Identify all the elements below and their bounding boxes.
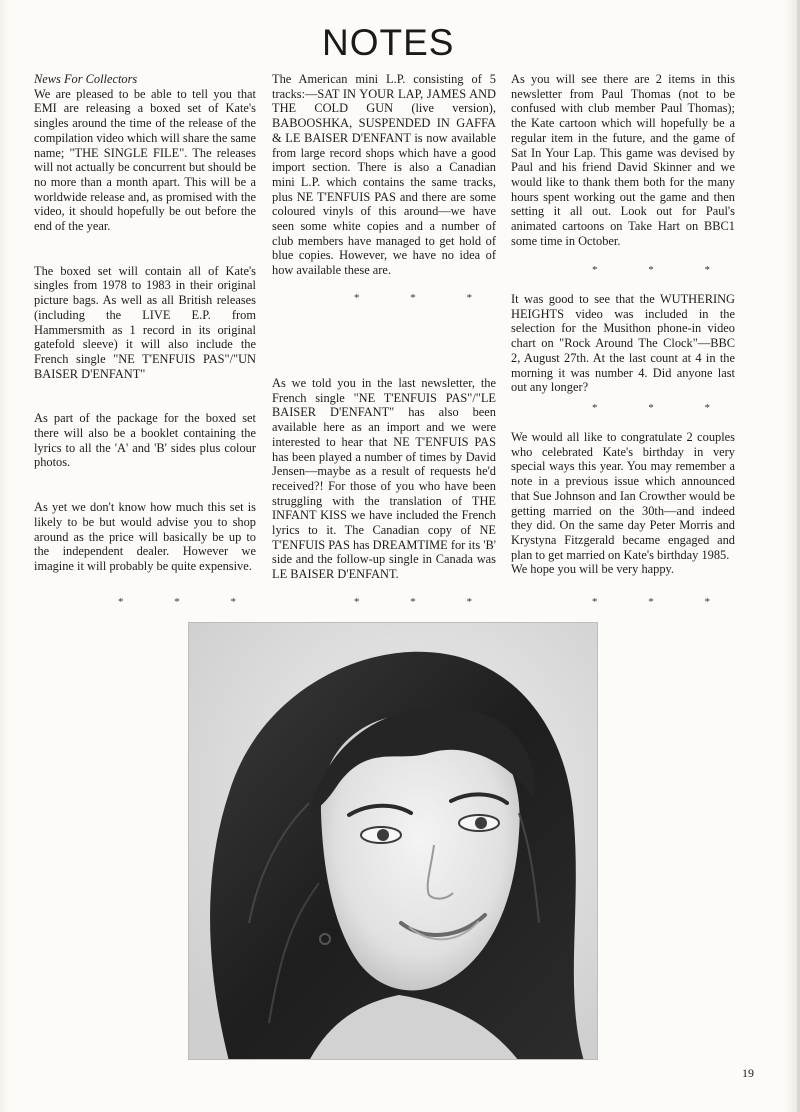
column-2 [272, 72, 496, 278]
portrait-photo [188, 622, 598, 1060]
paragraph-boxed-set-contents: The boxed set will contain all of Kate's singles from 1978 to 1983 in their original picture bags. As well as all British releases (including the LIVE E.P. from Hammersmith as 1 record in its original gatefold sleeve) it will also include the French single "NE T'ENFUIS PAS"/"UN BAISER D'ENFANT" [34, 263, 256, 381]
section-divider-stars: * * * [592, 596, 734, 608]
paragraph-booklet: As part of the package for the boxed set there will also be a booklet containing the lyrics to all the 'A' and 'B' sides plus colour photos. [34, 411, 256, 470]
paragraph-wuthering-heights-video: It was good to see that the WUTHERING HEIGHTS video was included in the selection for the Musithon phone-in video chart on "Rock Around The Clock"—BBC 2, August 27th. At the last count at 4 in the morning it was number 4. Did anyone last out any longer? [511, 292, 735, 395]
column-3-middle [511, 292, 735, 395]
column-3 [511, 72, 735, 248]
portrait-illustration [189, 623, 598, 1060]
page-number: 19 [742, 1066, 754, 1080]
section-divider-stars: * * * [354, 292, 496, 304]
column-1 [34, 72, 256, 574]
section-heading: News For Collectors [34, 72, 138, 86]
section-divider-stars: * * * [118, 596, 260, 608]
section-divider-stars: * * * [592, 264, 734, 276]
section-divider-stars: * * * [354, 596, 496, 608]
right-iris [475, 817, 487, 829]
paragraph-french-single: As we told you in the last newsletter, the French single "NE T'ENFUIS PAS"/"LE BAISER D'ENFANT" has also been available here as an import and we were interested to hear that NE T'ENFUIS PAS has been played a number of times by David Jensen—maybe as a result of requests he'd received?! For those of you who have been struggling with the translation of THE INFANT KISS we have included the French lyrics to it. The Canadian copy of NE T'ENFUIS PAS has DREAMTIME for its 'B' side and the follow-up single in Canada was LE BAISER D'ENFANT. [272, 376, 496, 582]
column-2-lower [272, 376, 496, 582]
paragraph-boxed-set-announcement: We are pleased to be able to tell you that EMI are releasing a boxed set of Kate's singles around the time of the release of the compilation video which will share the same name; "THE SINGLE FILE". The releases will not actually be concurrent but should be no more than a month apart. This will be a worldwide release and, as promised with the video, it should hopefully be out before the end of the year. [34, 86, 256, 234]
paragraph-best-wishes: We hope you will be very happy. [511, 562, 675, 577]
paragraph-paul-thomas: As you will see there are 2 items in this newsletter from Paul Thomas (not to be confused with club member Paul Thomas); the Kate cartoon which will hopefully be a regular item in the future, and the game of Sat In Your Lap. This game was devised by Paul and his friend David Skinner and we would like to thank them both for the many hours spent working out the game and then setting it all out. Look out for Paul's animated cartoons on Take Hart on BBC1 some time in October. [511, 72, 735, 248]
page-title: NOTES [322, 22, 455, 63]
section-divider-stars: * * * [592, 402, 734, 414]
paragraph-congratulations: We would all like to congratulate 2 couples who celebrated Kate's birthday in very special ways this year. You may remember a note in a previous issue which announced that Sue Johnson and Ian Crowther would be getting married on the 30th—and indeed they did. On the same day Peter Morris and Krystyna Fitzgerald became engaged and plan to get married on Kate's birthday 1985. [511, 430, 735, 562]
column-3-lower [511, 430, 735, 577]
paragraph-mini-lp: The American mini L.P. consisting of 5 tracks:—SAT IN YOUR LAP, JAMES AND THE COLD GUN (live version), BABOOSHKA, SUSPENDED IN GAFFA & LE BAISER D'ENFANT is now available from large record shops which have a good import section. There is also a Canadian mini L.P. which contains the same tracks, plus NE T'ENFUIS PAS and there are some coloured vinyls of this around—we have seen some white copies and a number of club members have managed to get hold of blue copies. However, we have no idea of how available these are. [272, 72, 496, 278]
left-iris [377, 829, 389, 841]
paragraph-price: As yet we don't know how much this set is likely to be but would advise you to shop around as the price will basically be up to the independent dealer. However we imagine it will probably be quite expensive. [34, 500, 256, 573]
